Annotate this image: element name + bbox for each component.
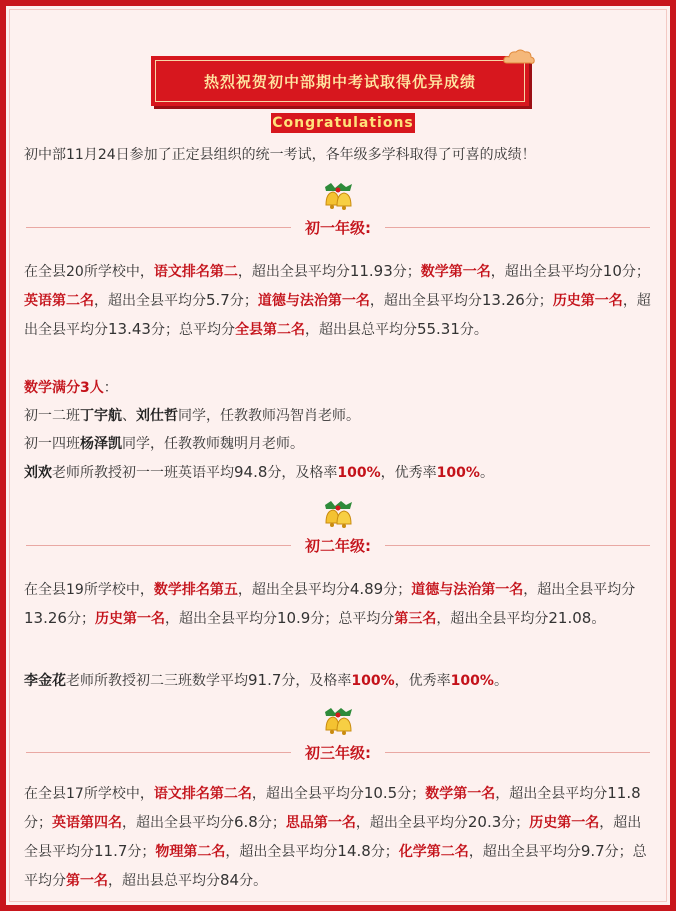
bells-icon (319, 706, 357, 736)
divider-line (26, 752, 291, 753)
bells-icon (319, 499, 357, 529)
grade2-heading (26, 535, 650, 555)
divider-line (385, 545, 650, 546)
divider-line (26, 545, 291, 546)
grade2-title: 初二年级: (305, 536, 371, 555)
grade3-title: 初三年级: (305, 743, 371, 762)
intro-paragraph: 初中部11月24日参加了正定县组织的统一考试，各年级多学科取得了可喜的成绩！ (24, 147, 536, 163)
grade1-heading (26, 217, 650, 237)
grade1-line3: 刘欢老师所教授初一一班英语平均94.8分，及格率100%，优秀率100%。 (24, 463, 494, 481)
bells-icon (319, 181, 357, 211)
grade2-summary: 在全县19所学校中，数学排名第五，超出全县平均分4.89分；道德与法治第一名，超出全县平均分13.26分；历史第一名，超出全县平均分10.9分；总平均分第三名，超出全县平均分21.08。 (24, 580, 636, 627)
congratulations-label: Congratulations (272, 115, 414, 131)
cloud-icon (503, 48, 535, 66)
banner-title: 热烈祝贺初中部期中考试取得优异成绩 (155, 60, 525, 102)
article-page (6, 6, 670, 905)
grade3-heading (26, 742, 650, 762)
grade2-line1: 李金花老师所教授初二三班数学平均91.7分，及格率100%，优秀率100%。 (24, 671, 508, 689)
divider-line (385, 227, 650, 228)
grade1-line1: 初一二班丁宇航、刘仕哲同学，任教教师冯智肖老师。 (24, 408, 360, 424)
divider-line (385, 752, 650, 753)
divider-line (26, 227, 291, 228)
math-full-heading: 数学满分3人： (24, 380, 118, 396)
title-banner (151, 56, 529, 106)
grade1-title: 初一年级: (305, 218, 371, 237)
grade3-summary: 在全县17所学校中，语文排名第二名，超出全县平均分10.5分；数学第一名，超出全县平均分11.8分；英语第四名，超出全县平均分6.8分；思品第一名，超出全县平均分20.3分；历史第一名，超出全县平均分11.7分；物理第二名，超出全县平均分14.8分；化学第二名，超出全县平均分9.7分；总平均分第一名，超出县总平均分84分。 (24, 784, 647, 889)
grade1-line2: 初一四班杨泽凯同学，任教教师魏明月老师。 (24, 436, 304, 452)
grade1-summary: 在全县20所学校中，语文排名第二，超出全县平均分11.93分；数学第一名，超出全县平均分10分；英语第二名，超出全县平均分5.7分；道德与法治第一名，超出全县平均分13.26分；历史第一名，超出全县平均分13.43分；总平均分全县第二名，超出县总平均分55.31分。 (24, 262, 651, 338)
